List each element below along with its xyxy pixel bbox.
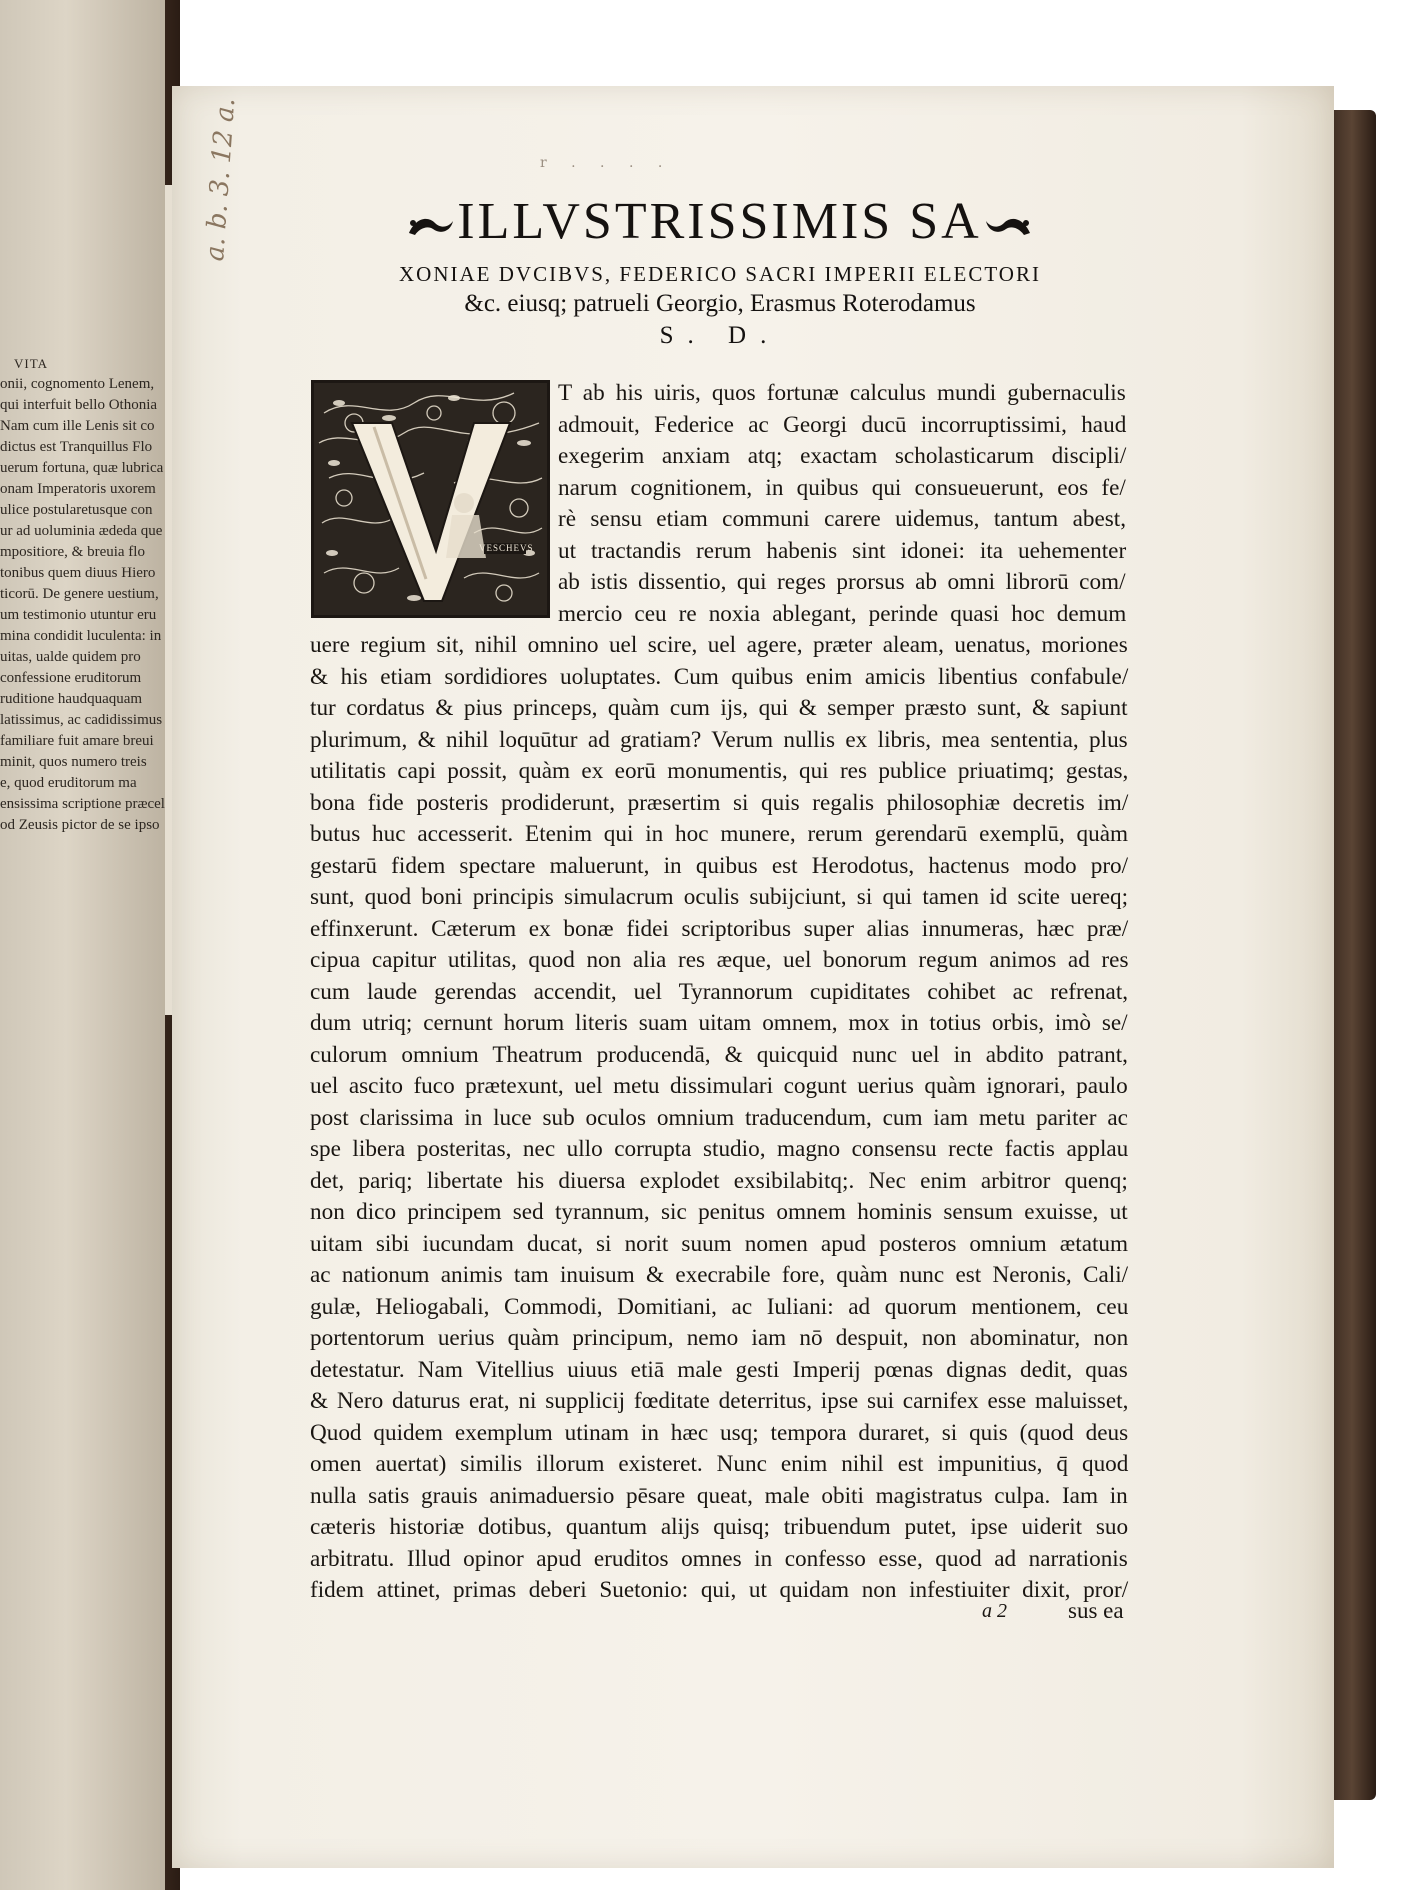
body-line: detestatur. Nam Vitellius uiuus etiā male gesti Imperij pœnas dignas dedit, quas: [310, 1356, 1128, 1383]
body-line: cipua capitur utilitas, quod non alia res æque, uel bonorum regum animos ad res: [310, 947, 1129, 973]
body-line: non dico principem sed tyrannum, sic penitus omnem hominis sensum exuisse, ut: [310, 1199, 1128, 1225]
body-line: fidem attinet, primas deberi Suetonio: qui, ut quidam non infestiuiter dixit, pror/: [310, 1577, 1129, 1603]
left-page-line: confessione eruditorum: [0, 670, 142, 686]
left-page-line: mina condidit luculenta: in: [0, 628, 162, 644]
left-page-line: dictus est Tranquillus Flo: [0, 439, 153, 455]
body-line: det, pariq; libertate his diuersa explodet exsibilabitq;. Nec enim arbitror quenq;: [310, 1167, 1128, 1194]
body-line: tur cordatus & pius princeps, quàm cum ijs, qui & semper præsto sunt, & sapiunt: [310, 695, 1128, 721]
body-line: T ab his uiris, quos fortunæ calculus mundi gubernaculis: [558, 380, 1126, 406]
body-line: portentorum uerius quàm principum, nemo iam nō despuit, non abominatur, non: [310, 1325, 1129, 1351]
body-line: exegerim anxiam atq; exactam scholasticarum discipli/: [558, 443, 1127, 469]
body-line: arbitratu. Illud opinor apud eruditos omnes in confesso esse, quod ad narrationis: [310, 1545, 1128, 1572]
body-line: gestarū fidem spectare maluerunt, in quibus est Herodotus, hactenus modo pro/: [310, 852, 1129, 879]
body-line: utilitatis capi possit, quàm ex eorū monumentis, qui res publice priuatimq; gestas,: [310, 758, 1129, 784]
left-page-line: tonibus quem diuus Hiero: [0, 565, 156, 581]
top-marks: r . . . .: [540, 155, 673, 171]
left-page-line: latissimus, ac cadidissimus: [0, 712, 163, 728]
body-line: sunt, quod boni principis simulacrum oculis subijciunt, si qui tamen id scite uereq;: [310, 884, 1129, 910]
body-line: post clarissima in luce sub oculos omnium traducendum, cum iam metu pariter ac: [310, 1104, 1128, 1131]
body-line: butus huc accesserit. Etenim qui in hoc munere, rerum gerendarū exemplū, quàm: [310, 821, 1129, 847]
left-page-line: qui interfuit bello Othonia: [0, 397, 158, 413]
body-line: omen auertat) similis illorum existeret. Nunc enim nihil est impunitius, q̄ quod: [310, 1451, 1129, 1477]
book-cover-edge-right: [1328, 110, 1376, 1800]
signature-mark: a 2: [982, 1600, 1007, 1622]
body-line: Quod quidem exemplum utinam in hæc usq; tempora duraret, si quis (quod deus: [310, 1419, 1129, 1446]
body-line: bona fide posteris prodiderunt, præsertim si quis regalis philosophiæ decretis im/: [310, 789, 1129, 816]
body-line: & Nero daturus erat, ni supplicij fœditate deterritus, ipse sui carnifex esse maluisset,: [310, 1388, 1129, 1414]
left-page-line: ticorū. De genere uestium,: [0, 586, 159, 602]
left-page-line: onam Imperatoris uxorem: [0, 481, 156, 497]
left-page-line: uerum fortuna, quæ lubrica: [0, 460, 164, 476]
body-line: nulla satis grauis animaduersio pēsare queat, male obiti magistratus culpa. Iam in: [310, 1482, 1128, 1509]
body-line: cum laude gerendas accendit, uel Tyrannorum cupiditates cohibet ac refrenat,: [310, 978, 1129, 1005]
left-page-line: ulice postularetusque con: [0, 502, 153, 518]
left-page-line: um testimonio utuntur eru: [0, 607, 157, 623]
woodcut-initial-illustration: [314, 383, 547, 615]
left-page-line: mpositiore, & breuia flo: [0, 544, 145, 560]
left-page-line: ur ad uoluminia ædeda que: [0, 523, 163, 539]
left-page-line: od Zeusis pictor de se ipso: [0, 817, 160, 833]
left-page-line: uitas, ualde quidem pro: [0, 649, 141, 665]
body-line: uel ascito fuco prætexunt, uel metu dissimulari cogunt uerius quàm ignorari, paulo: [310, 1073, 1128, 1099]
body-line: spe libera posteritas, nec ullo corrupta studio, magno consensu recte factis applau: [310, 1136, 1129, 1162]
page-title-text: ILLVSTRISSIMIS SA: [457, 193, 982, 250]
left-page-line: ruditione haudquaquam: [0, 691, 143, 707]
body-line: uitam sibi iucundam ducat, si norit suum nomen apud posteros omnium ætatum: [310, 1230, 1129, 1257]
pencil-annotation: a. b. 3. 12 a.: [200, 97, 242, 263]
body-line: ut tractandis rerum habenis sint idonei: ita uehementer: [558, 537, 1127, 564]
body-line: ac nationum animis tam inuisum & execrabile fore, quàm nunc est Neronis, Cali/: [310, 1262, 1129, 1288]
body-line: admouit, Federice ac Georgi ducū incorruptissimi, haud: [558, 411, 1127, 438]
left-page-line: Nam cum ille Lenis sit co: [0, 418, 155, 434]
body-line: rè sensu etiam communi carere uidemus, tantum abest,: [558, 506, 1127, 532]
fleuron-right-icon: [982, 211, 1034, 241]
left-page: [0, 0, 165, 1890]
subtitle-line-2: &c. eiusq; patrueli Georgio, Erasmus Roterodamus: [464, 290, 976, 317]
body-line: dum utriq; cernunt horum literis suam uitam omnem, mox in totius orbis, imò se/: [310, 1010, 1128, 1036]
initial-signature: VESCHEVS: [479, 543, 534, 553]
woodcut-initial: [311, 380, 550, 618]
left-page-line: ensissima scriptione præcel: [0, 796, 165, 812]
catchword: sus ea: [1068, 1598, 1124, 1623]
left-page-line: minit, quos numero treis: [0, 754, 147, 770]
fleuron-left-icon: [405, 211, 457, 241]
page-title: [312, 192, 1127, 251]
left-page-line: e, quod eruditorum ma: [0, 775, 137, 791]
subtitle-line-1: XONIAE DVCIBVS, FEDERICO SACRI IMPERII ELECTORI: [399, 262, 1041, 286]
subtitle-line-3: S. D.: [659, 322, 781, 349]
body-line: ab istis dissentio, qui reges prorsus ab omni librorū com/: [558, 569, 1126, 595]
body-line: culorum omnium Theatrum producendā, & quicquid nunc uel in abdito patrant,: [310, 1041, 1128, 1068]
body-line: effinxerunt. Cæterum ex bonæ fidei scriptoribus super alias innumeras, hæc præ/: [310, 915, 1129, 942]
body-line: narum cognitionem, in quibus qui consueuerunt, eos fe/: [558, 474, 1126, 501]
body-line: uere regium sit, nihil omnino uel scire, uel agere, præter aleam, uenatus, moriones: [310, 632, 1128, 658]
body-line: gulæ, Heliogabali, Commodi, Domitiani, ac Iuliani: ad quorum mentionem, ceu: [310, 1293, 1129, 1320]
left-page-text: [0, 352, 165, 836]
body-line: plurimum, & nihil loquūtur ad gratiam? Verum nullis ex libris, mea sententia, plus: [310, 726, 1128, 753]
left-page-line: onii, cognomento Lenem,: [0, 376, 155, 392]
left-page-line: familiare fuit amare breui: [0, 733, 154, 749]
left-page-heading: VITA: [14, 356, 49, 371]
body-line: cæteris historiæ dotibus, quantum alijs quisq; tribuendum putet, ipse uiderit suo: [310, 1514, 1129, 1540]
body-line: mercio ceu re noxia ablegant, perinde quasi hoc demum: [558, 600, 1127, 627]
body-line: & his etiam sordidiores uoluptates. Cum quibus enim amicis libentius confabule/: [310, 663, 1129, 690]
